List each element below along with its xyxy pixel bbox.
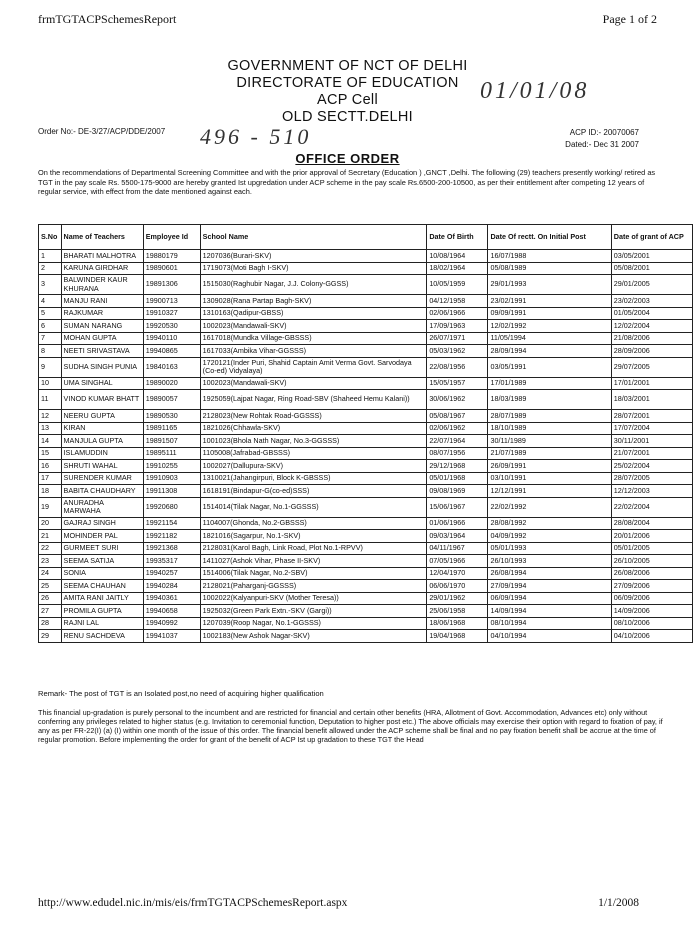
cell-acp-date: 28/09/2006 [611, 345, 692, 358]
cell-employee-id: 19891306 [143, 275, 200, 295]
cell-school-name: 1207039(Roop Nagar, No.1-GGSSS) [200, 617, 427, 630]
cell-sno: 10 [39, 377, 62, 390]
table-row [39, 485, 693, 498]
cell-recruitment-date: 03/10/1991 [488, 472, 611, 485]
cell-teacher-name: NEERU GUPTA [61, 410, 143, 423]
column-header-sno: S.No [39, 225, 62, 250]
cell-recruitment-date: 08/10/1994 [488, 617, 611, 630]
column-header-acp-date: Date of grant of ACP [611, 225, 692, 250]
heading-cell: ACP Cell [317, 92, 378, 108]
cell-teacher-name: AMITA RANI JAITLY [61, 592, 143, 605]
cell-teacher-name: RAJKUMAR [61, 307, 143, 320]
footer-paragraph: This financial up-gradation is purely personal to the incumbent and are restricted for financial and certain other benefits (HRA, Allotment of Govt. Accommodation, Advances etc) only without conferring any privileges related to higher status (e.g. Invitation to ceremonial function, Deputation to higher post etc.) The above officials may exercise their option with regard to fixation of pay, if any as per FR-22(I) (a) (I) within one month of the issue of this order. The financial benefit allowed under the ACP scheme shall be final and no pay fixation benefit shall be accrue at the time of regular promotion. Before implementing the order for grant of the benefit of ACP Ist up gradation to these TGT the Head [38, 708, 663, 744]
cell-employee-id: 19910903 [143, 472, 200, 485]
cell-acp-date: 28/08/2004 [611, 517, 692, 530]
table-row [39, 250, 693, 263]
cell-dob: 29/12/1968 [427, 460, 488, 473]
table-row [39, 447, 693, 460]
column-header-name: Name of Teachers [61, 225, 143, 250]
cell-teacher-name: BALWINDER KAUR KHURANA [61, 275, 143, 295]
cell-sno: 27 [39, 605, 62, 618]
cell-dob: 12/04/1970 [427, 567, 488, 580]
table-header-row [39, 225, 693, 250]
cell-recruitment-date: 26/09/1991 [488, 460, 611, 473]
order-date: Dated:- Dec 31 2007 [565, 140, 639, 149]
cell-sno: 26 [39, 592, 62, 605]
cell-teacher-name: RAJNI LAL [61, 617, 143, 630]
cell-acp-date: 17/01/2001 [611, 377, 692, 390]
cell-dob: 15/06/1967 [427, 497, 488, 517]
cell-dob: 25/06/1958 [427, 605, 488, 618]
cell-recruitment-date: 27/09/1994 [488, 580, 611, 593]
cell-sno: 23 [39, 555, 62, 568]
cell-sno: 15 [39, 447, 62, 460]
cell-teacher-name: SURENDER KUMAR [61, 472, 143, 485]
cell-teacher-name: MOHINDER PAL [61, 530, 143, 543]
table-row [39, 320, 693, 333]
cell-dob: 05/08/1967 [427, 410, 488, 423]
cell-teacher-name: MANJULA GUPTA [61, 435, 143, 448]
cell-sno: 14 [39, 435, 62, 448]
cell-school-name: 1821016(Sagarpur, No.1-SKV) [200, 530, 427, 543]
cell-dob: 08/07/1956 [427, 447, 488, 460]
cell-sno: 9 [39, 357, 62, 377]
table-row [39, 472, 693, 485]
handwritten-number: 496 - 510 [200, 124, 312, 149]
acp-id-block [565, 127, 639, 151]
cell-recruitment-date: 11/05/1994 [488, 332, 611, 345]
cell-sno: 19 [39, 497, 62, 517]
cell-teacher-name: VINOD KUMAR BHATT [61, 390, 143, 410]
table-row [39, 262, 693, 275]
cell-employee-id: 19890530 [143, 410, 200, 423]
cell-sno: 7 [39, 332, 62, 345]
cell-school-name: 1104007(Ghonda, No.2-GBSSS) [200, 517, 427, 530]
cell-acp-date: 22/02/2004 [611, 497, 692, 517]
cell-teacher-name: BABITA CHAUDHARY [61, 485, 143, 498]
cell-sno: 8 [39, 345, 62, 358]
cell-school-name: 1207036(Burari-SKV) [200, 250, 427, 263]
cell-recruitment-date: 03/05/1991 [488, 357, 611, 377]
cell-sno: 22 [39, 542, 62, 555]
cell-acp-date: 05/08/2001 [611, 262, 692, 275]
acp-id: ACP ID:- 20070067 [569, 128, 639, 137]
cell-school-name: 2128031(Karol Bagh, Link Road, Plot No.1-RPVV) [200, 542, 427, 555]
table-row [39, 517, 693, 530]
table-row [39, 617, 693, 630]
cell-teacher-name: PROMILA GUPTA [61, 605, 143, 618]
cell-school-name: 1309028(Rana Partap Bagh-SKV) [200, 295, 427, 308]
table-row [39, 307, 693, 320]
cell-recruitment-date: 05/01/1993 [488, 542, 611, 555]
cell-recruitment-date: 04/09/1992 [488, 530, 611, 543]
cell-employee-id: 19921154 [143, 517, 200, 530]
cell-dob: 04/11/1967 [427, 542, 488, 555]
cell-sno: 6 [39, 320, 62, 333]
cell-employee-id: 19840163 [143, 357, 200, 377]
cell-teacher-name: SEEMA CHAUHAN [61, 580, 143, 593]
cell-school-name: 1617018(Mundka Village-GBSSS) [200, 332, 427, 345]
cell-acp-date: 18/03/2001 [611, 390, 692, 410]
cell-acp-date: 04/10/2006 [611, 630, 692, 643]
cell-acp-date: 21/07/2001 [611, 447, 692, 460]
cell-sno: 11 [39, 390, 62, 410]
cell-acp-date: 21/08/2006 [611, 332, 692, 345]
table-row [39, 567, 693, 580]
letterhead [0, 58, 695, 126]
intro-paragraph: On the recommendations of Departmental Screening Committee and with the prior approval of Secretary (Education ) ,GNCT ,Delhi. The following (29) teachers presently working/ retired as TGT in the pay scale Rs. 5500-175-9000 are hereby granted Ist upgredation under ACP scheme in the pay scale Rs.6500-200-10500, as per their entitlement after competing 12 years of regular service, with effect from the date mentioned against each. [38, 168, 656, 196]
cell-dob: 05/03/1962 [427, 345, 488, 358]
table-row [39, 390, 693, 410]
cell-school-name: 1720121(Inder Puri, Shahid Captain Amit Verma Govt. Sarvodaya (Co-ed) Vidyalaya) [200, 357, 427, 377]
office-order-title: OFFICE ORDER [295, 151, 400, 166]
cell-acp-date: 29/07/2005 [611, 357, 692, 377]
cell-recruitment-date: 12/12/1991 [488, 485, 611, 498]
table-row [39, 410, 693, 423]
cell-employee-id: 19941037 [143, 630, 200, 643]
cell-recruitment-date: 06/09/1994 [488, 592, 611, 605]
table-row [39, 530, 693, 543]
cell-employee-id: 19910255 [143, 460, 200, 473]
cell-employee-id: 19921368 [143, 542, 200, 555]
teachers-table [38, 224, 693, 643]
cell-school-name: 1514014(Tilak Nagar, No.1-GGSSS) [200, 497, 427, 517]
cell-dob: 19/04/1968 [427, 630, 488, 643]
table-row [39, 497, 693, 517]
cell-employee-id: 19891507 [143, 435, 200, 448]
cell-dob: 18/06/1968 [427, 617, 488, 630]
cell-school-name: 1002023(Mandawali-SKV) [200, 377, 427, 390]
cell-employee-id: 19920530 [143, 320, 200, 333]
cell-recruitment-date: 26/10/1993 [488, 555, 611, 568]
cell-dob: 10/05/1959 [427, 275, 488, 295]
cell-teacher-name: ANURADHA MARWAHA [61, 497, 143, 517]
cell-teacher-name: NEETI SRIVASTAVA [61, 345, 143, 358]
cell-recruitment-date: 05/08/1989 [488, 262, 611, 275]
cell-school-name: 1105008(Jafrabad-GBSSS) [200, 447, 427, 460]
cell-employee-id: 19940658 [143, 605, 200, 618]
cell-teacher-name: BHARATI MALHOTRA [61, 250, 143, 263]
cell-employee-id: 19940992 [143, 617, 200, 630]
table-row [39, 332, 693, 345]
handwritten-date: 01/01/08 [480, 78, 590, 104]
cell-school-name: 1514006(Tilak Nagar, No.2-SBV) [200, 567, 427, 580]
cell-recruitment-date: 18/10/1989 [488, 422, 611, 435]
heading-directorate: DIRECTORATE OF EDUCATION [236, 75, 459, 91]
cell-teacher-name: SUDHA SINGH PUNIA [61, 357, 143, 377]
cell-sno: 13 [39, 422, 62, 435]
cell-acp-date: 05/01/2005 [611, 542, 692, 555]
table-row [39, 422, 693, 435]
cell-recruitment-date: 18/03/1989 [488, 390, 611, 410]
cell-dob: 17/09/1963 [427, 320, 488, 333]
cell-recruitment-date: 23/02/1991 [488, 295, 611, 308]
table-row [39, 542, 693, 555]
cell-employee-id: 19940865 [143, 345, 200, 358]
table-row [39, 435, 693, 448]
cell-acp-date: 26/10/2005 [611, 555, 692, 568]
cell-recruitment-date: 21/07/1989 [488, 447, 611, 460]
cell-sno: 5 [39, 307, 62, 320]
cell-recruitment-date: 28/08/1992 [488, 517, 611, 530]
cell-sno: 29 [39, 630, 62, 643]
cell-acp-date: 23/02/2003 [611, 295, 692, 308]
heading-government: GOVERNMENT OF NCT OF DELHI [227, 58, 468, 74]
cell-teacher-name: SHRUTI WAHAL [61, 460, 143, 473]
cell-dob: 07/05/1966 [427, 555, 488, 568]
cell-acp-date: 17/07/2004 [611, 422, 692, 435]
cell-recruitment-date: 09/09/1991 [488, 307, 611, 320]
cell-teacher-name: GAJRAJ SINGH [61, 517, 143, 530]
cell-school-name: 2128021(Paharganj-GGSSS) [200, 580, 427, 593]
cell-teacher-name: MOHAN GUPTA [61, 332, 143, 345]
cell-employee-id: 19910327 [143, 307, 200, 320]
heading-address: OLD SECTT.DELHI [282, 109, 413, 125]
document-title: frmTGTACPSchemesReport [38, 12, 177, 26]
cell-recruitment-date: 12/02/1992 [488, 320, 611, 333]
cell-sno: 25 [39, 580, 62, 593]
cell-dob: 09/08/1969 [427, 485, 488, 498]
cell-employee-id: 19935317 [143, 555, 200, 568]
cell-teacher-name: KIRAN [61, 422, 143, 435]
cell-sno: 4 [39, 295, 62, 308]
cell-teacher-name: SUMAN NARANG [61, 320, 143, 333]
cell-sno: 2 [39, 262, 62, 275]
cell-acp-date: 26/08/2006 [611, 567, 692, 580]
cell-sno: 12 [39, 410, 62, 423]
cell-acp-date: 28/07/2005 [611, 472, 692, 485]
cell-school-name: 1002022(Kalyanpuri-SKV (Mother Teresa)) [200, 592, 427, 605]
cell-acp-date: 14/09/2006 [611, 605, 692, 618]
cell-dob: 05/01/1968 [427, 472, 488, 485]
cell-acp-date: 28/07/2001 [611, 410, 692, 423]
cell-dob: 29/01/1962 [427, 592, 488, 605]
cell-teacher-name: SEEMA SATIJA [61, 555, 143, 568]
cell-sno: 3 [39, 275, 62, 295]
cell-employee-id: 19890020 [143, 377, 200, 390]
cell-teacher-name: RENU SACHDEVA [61, 630, 143, 643]
cell-school-name: 1002027(Dallupura-SKV) [200, 460, 427, 473]
cell-school-name: 1001023(Bhola Nath Nagar, No.3-GGSSS) [200, 435, 427, 448]
cell-school-name: 1002023(Mandawali-SKV) [200, 320, 427, 333]
cell-recruitment-date: 22/02/1992 [488, 497, 611, 517]
table-row [39, 630, 693, 643]
cell-dob: 15/05/1957 [427, 377, 488, 390]
remark: Remark- The post of TGT is an Isolated post,no need of acquiring higher qualification [38, 689, 324, 698]
footer-date: 1/1/2008 [598, 897, 639, 909]
cell-dob: 09/03/1964 [427, 530, 488, 543]
cell-school-name: 1002183(New Ashok Nagar-SKV) [200, 630, 427, 643]
cell-sno: 24 [39, 567, 62, 580]
cell-acp-date: 01/05/2004 [611, 307, 692, 320]
cell-dob: 10/08/1964 [427, 250, 488, 263]
cell-acp-date: 20/01/2006 [611, 530, 692, 543]
cell-dob: 22/08/1956 [427, 357, 488, 377]
cell-school-name: 1618191(Bindapur-G(co-ed)SSS) [200, 485, 427, 498]
column-header-dob: Date Of Birth [427, 225, 488, 250]
cell-recruitment-date: 17/01/1989 [488, 377, 611, 390]
cell-dob: 02/06/1962 [427, 422, 488, 435]
cell-school-name: 1925032(Green Park Extn.-SKV (Gargi)) [200, 605, 427, 618]
column-header-employee-id: Employee Id [143, 225, 200, 250]
cell-acp-date: 08/10/2006 [611, 617, 692, 630]
cell-sno: 20 [39, 517, 62, 530]
cell-employee-id: 19890057 [143, 390, 200, 410]
cell-recruitment-date: 29/01/1993 [488, 275, 611, 295]
column-header-recruitment-date: Date Of rectt. On Initial Post [488, 225, 611, 250]
cell-dob: 02/06/1966 [427, 307, 488, 320]
cell-employee-id: 19940257 [143, 567, 200, 580]
cell-sno: 21 [39, 530, 62, 543]
cell-recruitment-date: 28/09/1994 [488, 345, 611, 358]
page-number: Page 1 of 2 [602, 12, 657, 26]
cell-acp-date: 27/09/2006 [611, 580, 692, 593]
cell-employee-id: 19920680 [143, 497, 200, 517]
cell-school-name: 1925059(Lajpat Nagar, Ring Road-SBV (Shaheed Hemu Kalani)) [200, 390, 427, 410]
footer-url: http://www.edudel.nic.in/mis/eis/frmTGTACPSchemesReport.aspx [38, 897, 348, 909]
cell-recruitment-date: 16/07/1988 [488, 250, 611, 263]
cell-school-name: 1617033(Ambika Vihar-GGSSS) [200, 345, 427, 358]
cell-school-name: 1411027(Ashok Vihar, Phase II-SKV) [200, 555, 427, 568]
cell-teacher-name: GURMEET SURI [61, 542, 143, 555]
column-header-school: School Name [200, 225, 427, 250]
cell-recruitment-date: 28/07/1989 [488, 410, 611, 423]
cell-dob: 06/06/1970 [427, 580, 488, 593]
table-row [39, 377, 693, 390]
cell-acp-date: 29/01/2005 [611, 275, 692, 295]
cell-teacher-name: KARUNA GIRDHAR [61, 262, 143, 275]
table-row [39, 345, 693, 358]
table-row [39, 357, 693, 377]
table-row [39, 580, 693, 593]
cell-acp-date: 12/02/2004 [611, 320, 692, 333]
table-row [39, 295, 693, 308]
cell-teacher-name: SONIA [61, 567, 143, 580]
cell-dob: 01/06/1966 [427, 517, 488, 530]
cell-school-name: 1515030(Raghubir Nagar, J.J. Colony-GGSS) [200, 275, 427, 295]
table-row [39, 275, 693, 295]
cell-recruitment-date: 14/09/1994 [488, 605, 611, 618]
cell-sno: 16 [39, 460, 62, 473]
cell-employee-id: 19891165 [143, 422, 200, 435]
cell-employee-id: 19921182 [143, 530, 200, 543]
table-row [39, 592, 693, 605]
cell-employee-id: 19890601 [143, 262, 200, 275]
cell-employee-id: 19895111 [143, 447, 200, 460]
cell-employee-id: 19940284 [143, 580, 200, 593]
cell-sno: 28 [39, 617, 62, 630]
cell-dob: 18/02/1964 [427, 262, 488, 275]
cell-school-name: 1310021(Jahangirpuri, Block K-GBSSS) [200, 472, 427, 485]
cell-teacher-name: ISLAMUDDIN [61, 447, 143, 460]
cell-school-name: 1821026(Chhawla-SKV) [200, 422, 427, 435]
cell-dob: 26/07/1971 [427, 332, 488, 345]
table-row [39, 555, 693, 568]
cell-dob: 30/06/1962 [427, 390, 488, 410]
cell-employee-id: 19880179 [143, 250, 200, 263]
cell-school-name: 2128023(New Rohtak Road-GGSSS) [200, 410, 427, 423]
cell-teacher-name: MANJU RANI [61, 295, 143, 308]
cell-sno: 18 [39, 485, 62, 498]
table-body [39, 250, 693, 643]
table-row [39, 605, 693, 618]
cell-recruitment-date: 30/11/1989 [488, 435, 611, 448]
cell-teacher-name: UMA SINGHAL [61, 377, 143, 390]
cell-acp-date: 12/12/2003 [611, 485, 692, 498]
cell-acp-date: 30/11/2001 [611, 435, 692, 448]
cell-employee-id: 19940110 [143, 332, 200, 345]
cell-dob: 22/07/1964 [427, 435, 488, 448]
cell-dob: 04/12/1958 [427, 295, 488, 308]
cell-acp-date: 25/02/2004 [611, 460, 692, 473]
table-row [39, 460, 693, 473]
cell-sno: 17 [39, 472, 62, 485]
cell-acp-date: 06/09/2006 [611, 592, 692, 605]
cell-school-name: 1310163(Qadipur-GBSS) [200, 307, 427, 320]
cell-sno: 1 [39, 250, 62, 263]
order-number: Order No:- DE-3/27/ACP/DDE/2007 [38, 127, 166, 136]
cell-acp-date: 03/05/2001 [611, 250, 692, 263]
cell-recruitment-date: 04/10/1994 [488, 630, 611, 643]
cell-employee-id: 19911308 [143, 485, 200, 498]
cell-employee-id: 19900713 [143, 295, 200, 308]
cell-school-name: 1719073(Moti Bagh I-SKV) [200, 262, 427, 275]
cell-recruitment-date: 26/08/1994 [488, 567, 611, 580]
cell-employee-id: 19940361 [143, 592, 200, 605]
